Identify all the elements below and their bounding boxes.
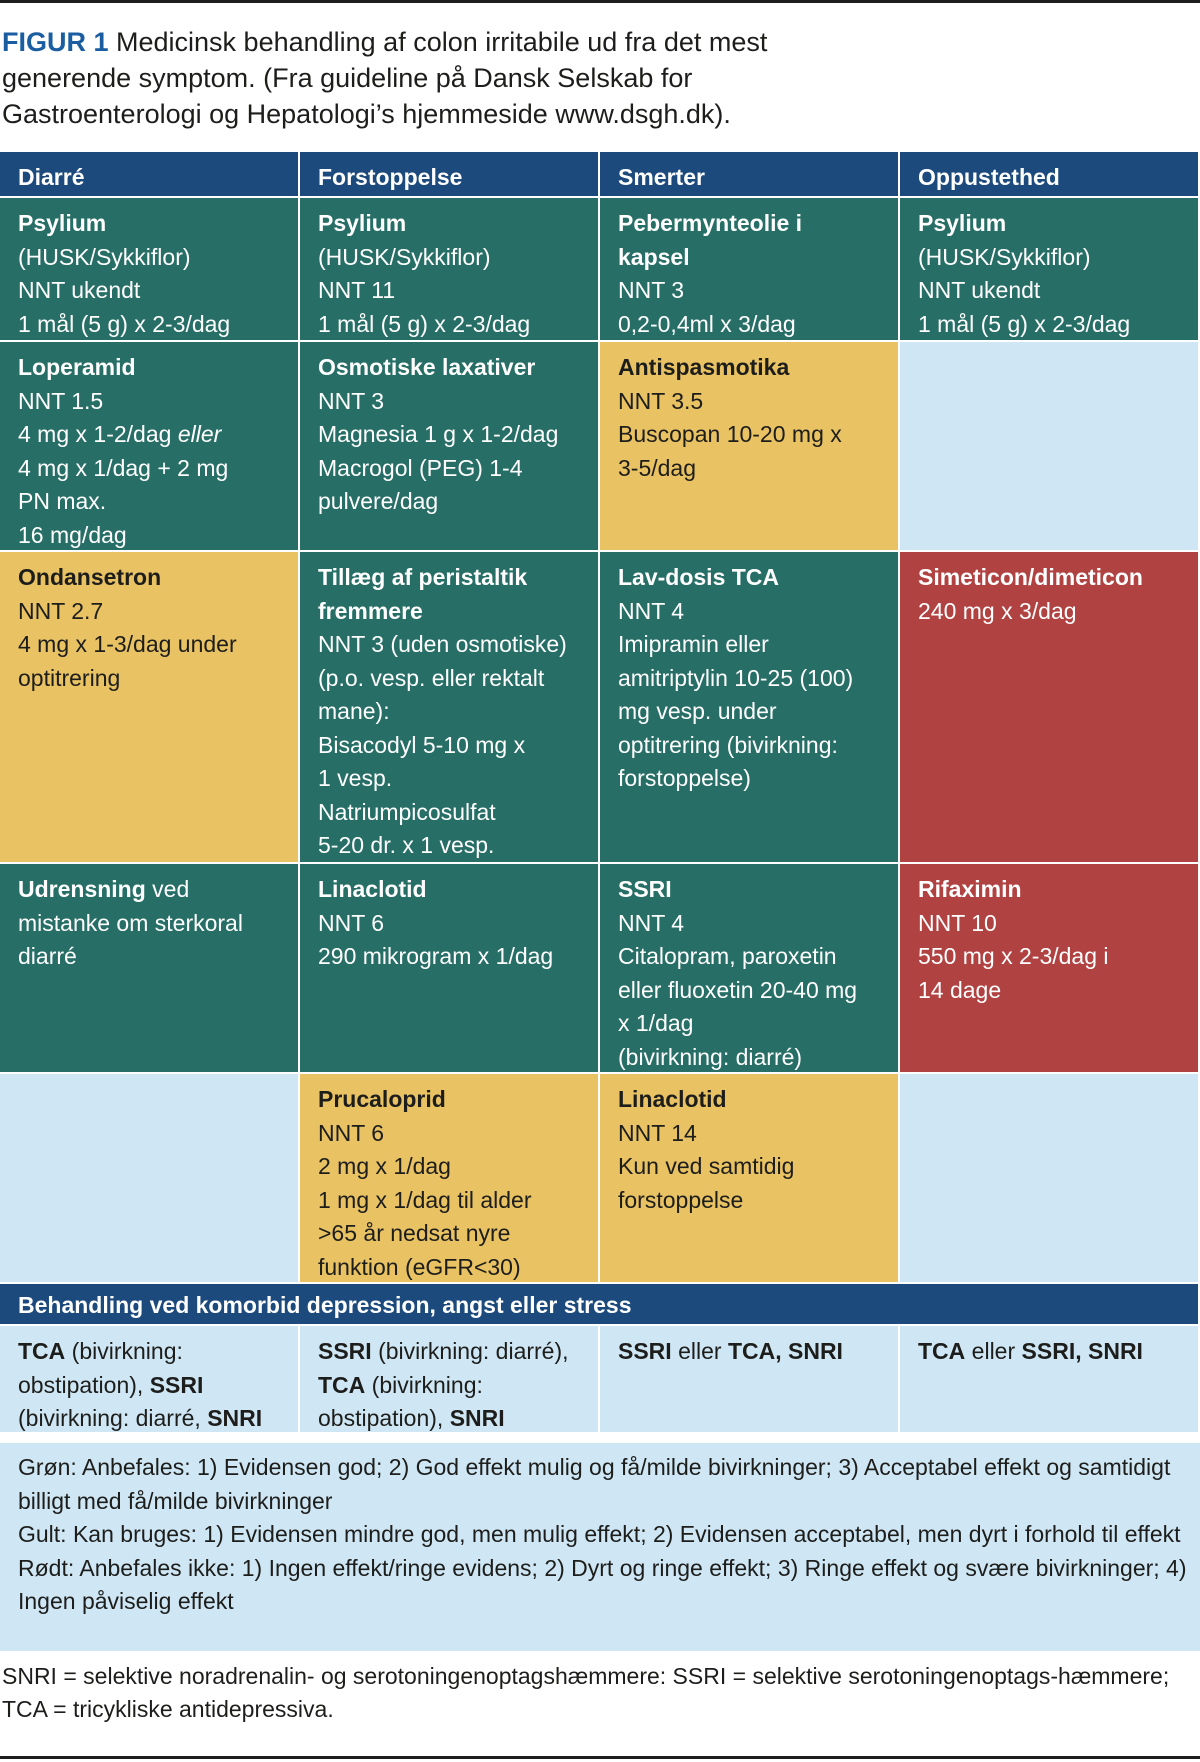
drug-details: NNT 1.5 4 mg x 1-2/dag (18, 387, 172, 447)
legend-yellow: Gult: Kan bruges: 1) Evidensen mindre god, men mulig effekt; 2) Evidensen acceptabel, men dyrt i forhold til effekt (18, 1521, 1181, 1547)
comorbid-oppustethed (900, 1326, 1198, 1432)
cell-empty (0, 1074, 298, 1282)
drug-details: NNT 3.5 Buscopan 10-20 mg x 3-5/dag (618, 387, 842, 481)
drug-name: Lav-dosis TCA (618, 564, 780, 590)
drug-name: SSRI (618, 876, 672, 902)
drug-name: Psylium (918, 210, 1007, 236)
drug-name: Simeticon/dimeticon (918, 564, 1143, 590)
drug-name: Osmotiske laxativer (318, 354, 536, 380)
drug-details: NNT 10 550 mg x 2-3/dag i 14 dage (918, 909, 1109, 1003)
comorbid-forstoppelse (300, 1326, 598, 1432)
header-oppustethed: Oppustethed (900, 152, 1198, 196)
drug-name: Linaclotid (318, 876, 427, 902)
cell-forstoppelse-prucaloprid (300, 1074, 598, 1282)
legend-red: Rødt: Anbefales ikke: 1) Ingen effekt/ringe evidens; 2) Dyrt og ringe effekt; 3) Ringe effekt og svære bivirkninger; 4) Ingen påviselig effekt (18, 1554, 1187, 1614)
comorbid-text: (bivirkning: diarré), (378, 1338, 569, 1364)
comorbid-smerter (600, 1326, 898, 1432)
figure-label: FIGUR 1 (2, 27, 109, 57)
drug-details: NNT 2.7 4 mg x 1-3/dag under optitrering (18, 597, 237, 691)
drug-abbrev: SSRI (618, 1338, 672, 1364)
drug-abbrev: SSRI (149, 1371, 204, 1398)
drug-details: 4 mg x 1/dag + 2 mg PN max. 16 mg/dag (18, 454, 229, 548)
cell-forstoppelse-osmotiske (300, 342, 598, 550)
drug-name: Psylium (18, 210, 107, 236)
drug-name: Udrensning (18, 876, 146, 902)
cell-smerter-ssri (600, 864, 898, 1072)
cell-diarre-psylium (0, 198, 298, 340)
abbreviations-note: SNRI = selektive noradrenalin- og serotoningenoptagshæmmere: SSRI = selektive serotoningenoptags-hæmmere; TCA = tricykliske antidepressiva. (2, 1663, 1170, 1722)
drug-details: (HUSK/Sykkiflor) NNT ukendt 1 mål (5 g) x 2-3/dag (918, 243, 1131, 337)
drug-name: Psylium (318, 210, 407, 236)
top-rule (0, 0, 1200, 3)
cell-diarre-loperamid (0, 342, 298, 550)
drug-details: NNT 4 Citalopram, paroxetin eller fluoxetin 20-40 mg x 1/dag (bivirkning: diarré) (618, 909, 858, 1070)
drug-abbrev: SSRI (318, 1338, 372, 1364)
drug-abbrev: SNRI (207, 1405, 263, 1431)
drug-abbrev: TCA (18, 1338, 66, 1364)
drug-name: Loperamid (18, 354, 136, 380)
drug-details: (HUSK/Sykkiflor) NNT ukendt 1 mål (5 g) x 2-3/dag (18, 243, 231, 337)
drug-name: Pebermynteolie i kapsel (618, 210, 803, 270)
drug-abbrev: TCA (318, 1371, 366, 1398)
drug-details: NNT 6 2 mg x 1/dag 1 mg x 1/dag til alder >65 år nedsat nyre funktion (eGFR<30) (318, 1119, 532, 1280)
comorbid-text: (bivirkning: diarré, (18, 1405, 201, 1431)
drug-name: Rifaximin (918, 876, 1022, 902)
color-legend (0, 1443, 1200, 1651)
drug-details: NNT 14 Kun ved samtidig forstoppelse (618, 1119, 795, 1213)
legend-green: Grøn: Anbefales: 1) Evidensen god; 2) God effekt mulig og få/milde bivirkninger; 3) Acceptabel effekt og samtidigt billigt med få/milde bivirkninger (18, 1454, 1171, 1514)
drug-details: NNT 3 Magnesia 1 g x 1-2/dag Macrogol (PEG) 1-4 pulvere/dag (318, 387, 559, 514)
drug-name: Prucaloprid (318, 1086, 446, 1112)
figure-caption (2, 24, 882, 132)
comorbid-text: (bivirkning: obstipation), (318, 1371, 483, 1431)
comorbid-banner: Behandling ved komorbid depression, angst eller stress (0, 1284, 1198, 1324)
cell-smerter-linaclotid (600, 1074, 898, 1282)
drug-name: Ondansetron (18, 564, 162, 590)
drug-details: NNT 6 290 mikrogram x 1/dag (318, 909, 554, 969)
cell-oppustethed-simeticon (900, 552, 1198, 862)
drug-details: 240 mg x 3/dag (918, 597, 1077, 624)
header-diarre: Diarré (0, 152, 298, 196)
comorbid-text: eller (671, 1338, 728, 1364)
figure-caption-text: Medicinsk behandling af colon irritabile ud fra det mest generende symptom. (Fra guideline på Dansk Selskab for Gastroenterologi og Hepatologi’s hjemmeside www.dsgh.dk). (2, 27, 768, 129)
drug-name: Antispasmotika (618, 354, 790, 380)
comorbid-diarre (0, 1326, 298, 1432)
cell-oppustethed-rifaximin (900, 864, 1198, 1072)
drug-abbrev: TCA, SNRI (727, 1338, 843, 1364)
cell-smerter-antispasmotika (600, 342, 898, 550)
drug-abbrev: TCA (918, 1338, 966, 1364)
cell-diarre-ondansetron (0, 552, 298, 862)
cell-empty (900, 1074, 1198, 1282)
cell-diarre-udrensning (0, 864, 298, 1072)
cell-smerter-pebermynteolie (600, 198, 898, 340)
header-forstoppelse: Forstoppelse (300, 152, 598, 196)
cell-oppustethed-psylium (900, 198, 1198, 340)
drug-details-italic: eller (177, 421, 222, 447)
drug-details: ved mistanke om sterkoral diarré (18, 876, 243, 969)
cell-smerter-tca (600, 552, 898, 862)
comorbid-text: (bivirkning: obstipation), (18, 1338, 183, 1398)
drug-abbrev: SNRI (449, 1405, 505, 1431)
cell-empty (900, 342, 1198, 550)
cell-forstoppelse-linaclotid (300, 864, 598, 1072)
drug-details: NNT 3 0,2-0,4ml x 3/dag (618, 277, 796, 337)
bottom-rule (0, 1756, 1200, 1759)
cell-forstoppelse-peristaltik (300, 552, 598, 862)
drug-name: Tillæg af peristaltik fremmere (318, 564, 528, 624)
comorbid-text: eller (965, 1338, 1022, 1364)
drug-details: NNT 3 (uden osmotiske) (p.o. vesp. eller rektalt mane): Bisacodyl 5-10 mg x 1 vesp. Natriumpicosulfat 5-20 dr. x 1 vesp. (318, 631, 567, 858)
drug-abbrev: SSRI, SNRI (1021, 1338, 1143, 1364)
treatment-table (0, 152, 1200, 1432)
drug-details: NNT 4 Imipramin eller amitriptylin 10-25 (100) mg vesp. under optitrering (bivirkning: forstoppelse) (618, 597, 854, 791)
cell-forstoppelse-psylium (300, 198, 598, 340)
drug-details: (HUSK/Sykkiflor) NNT 11 1 mål (5 g) x 2-3/dag (318, 243, 531, 337)
header-smerter: Smerter (600, 152, 898, 196)
drug-name: Linaclotid (618, 1086, 727, 1112)
